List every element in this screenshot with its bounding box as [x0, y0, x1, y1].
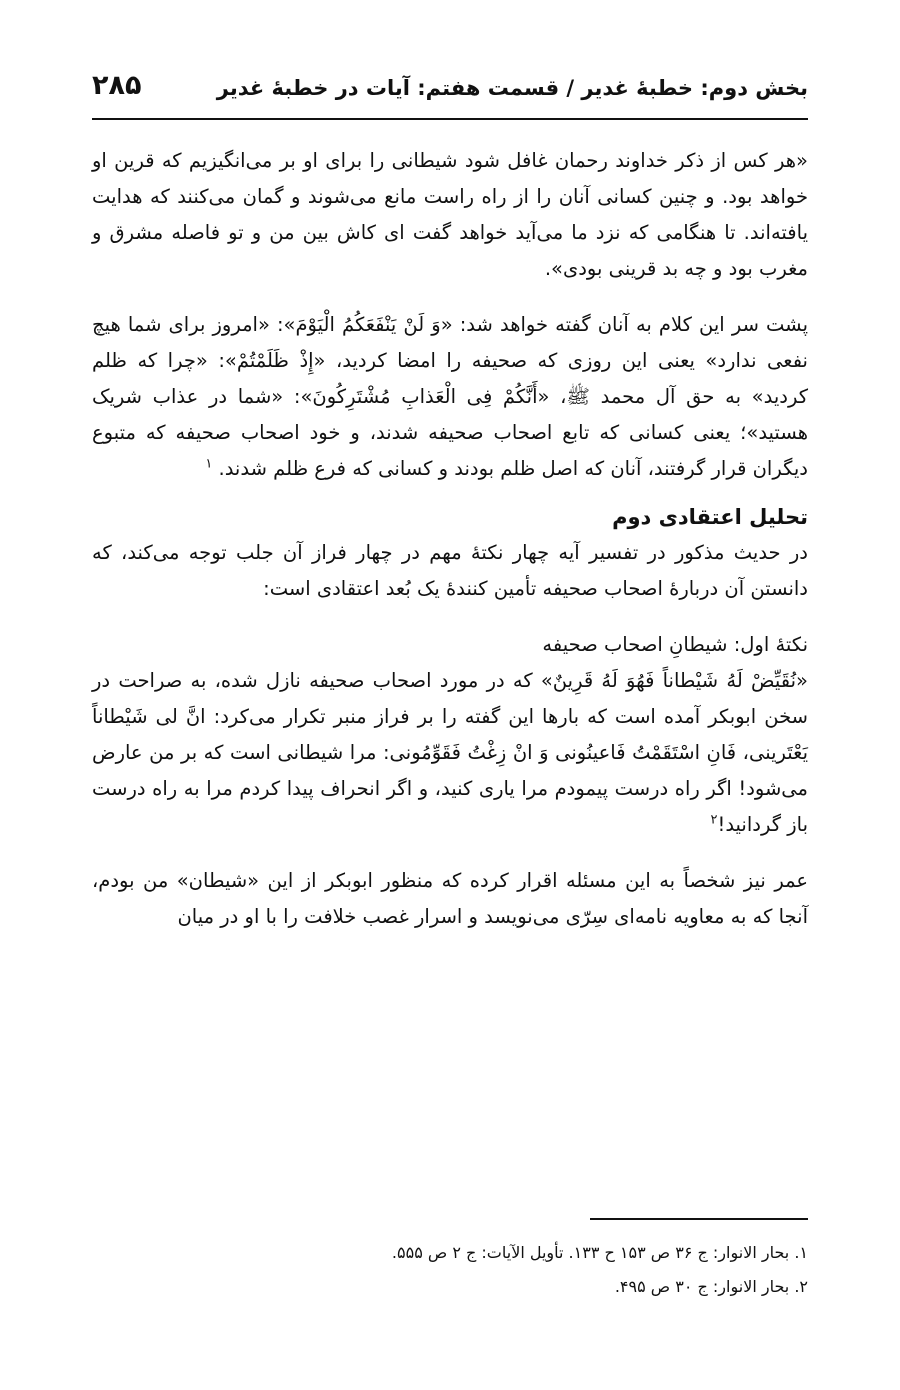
point-one-text [92, 663, 808, 843]
section-heading: تحلیل اعتقادی دوم [612, 505, 808, 529]
body-text [92, 143, 808, 935]
page-number: ۲۸۵ [92, 70, 142, 101]
footnote-1: ۱. بحار الانوار: ج ۳۶ ص ۱۵۳ ح ۱۳۳. تأویل الآیات: ج ۲ ص ۵۵۵. [391, 1243, 808, 1262]
running-header-title: بخش دوم: خطبهٔ غدیر / قسمت هفتم: آیات در خطبهٔ غدیر [216, 76, 808, 100]
paragraph-quote: «هر کس از ذکر خداوند رحمان غافل شود شیطانی را برای او بر می‌انگیزیم که قرین او خواهد بود. و چنین کسانی آنان را از راه راست مانع می‌شوند و گمان می‌کنند که هدایت یافته‌اند. تا هنگامی که نزد ما می‌آید خواهد گفت ای کاش بین من و تو فاصله مشرق و مغرب بود و چه بد قرینی بودی». [92, 149, 808, 280]
running-header [92, 70, 808, 110]
footnote-2: ۲. بحار الانوار: ج ۳۰ ص ۴۹۵. [614, 1277, 808, 1296]
footnote-ref-1[interactable]: ۱ [205, 456, 213, 472]
footnotes [92, 1236, 808, 1304]
paragraph-commentary [92, 307, 808, 487]
paragraph-commentary-text: پشت سر این کلام به آنان گفته خواهد شد: «وَ لَنْ یَنْفَعَکُمُ الْیَوْمَ»: «امروز برای شما هیچ نفعی ندارد» یعنی این روزی که صحیفه را امضا کردید، «إِذْ ظَلَمْتُمْ»: «چرا که ظلم کردید» به حق آل محمد ﷺ، «أَنَّکُمْ فِی الْعَذابِ مُشْتَرِکُونَ»: «شما در عذاب شریک هستید»؛ یعنی کسانی که تابع اصحاب صحیفه شدند، و خود اصحاب صحیفه که متبوع دیگران قرار گرفتند، آنان که اصل ظلم بودند و کسانی که فرع ظلم شدند. [92, 313, 808, 480]
section-intro: در حدیث مذکور در تفسیر آیه چهار نکتهٔ مهم در چهار فراز آن جلب توجه می‌کند، که دانستن آن دربارهٔ اصحاب صحیفه تأمین کنندهٔ یک بُعد اعتقادی است: [92, 541, 808, 600]
header-rule [92, 118, 808, 120]
footnote-ref-2[interactable]: ۲ [710, 812, 718, 828]
point-one-text-body: «نُقَیِّضْ لَهُ شَیْطاناً فَهُوَ لَهُ قَرِینٌ» که در مورد اصحاب صحیفه نازل شده، به صراحت در سخن ابوبکر آمده است که بارها این گفته را بر فراز منبر تکرار می‌کرد: انَّ لی شَیْطاناً یَعْتَرینی، فَانِ اسْتَقَمْتُ فَاعینُونی وَ انْ زِغْتُ فَقَوِّمُونی: مرا شیطانی است که بر من عارض می‌شود! اگر راه درست پیمودم مرا یاری کنید، و اگر انحراف پیدا کردم مرا به راه درست باز گردانید! [92, 669, 808, 836]
point-one-title: نکتهٔ اول: شیطانِ اصحاب صحیفه [542, 633, 808, 656]
footnote-rule [590, 1218, 808, 1220]
last-paragraph: عمر نیز شخصاً به این مسئله اقرار کرده که منظور ابوبکر از این «شیطان» من بودم، آنجا که به معاویه نامه‌ای سِرّی می‌نویسد و اسرار غصب خلافت را با او در میان [92, 869, 808, 928]
